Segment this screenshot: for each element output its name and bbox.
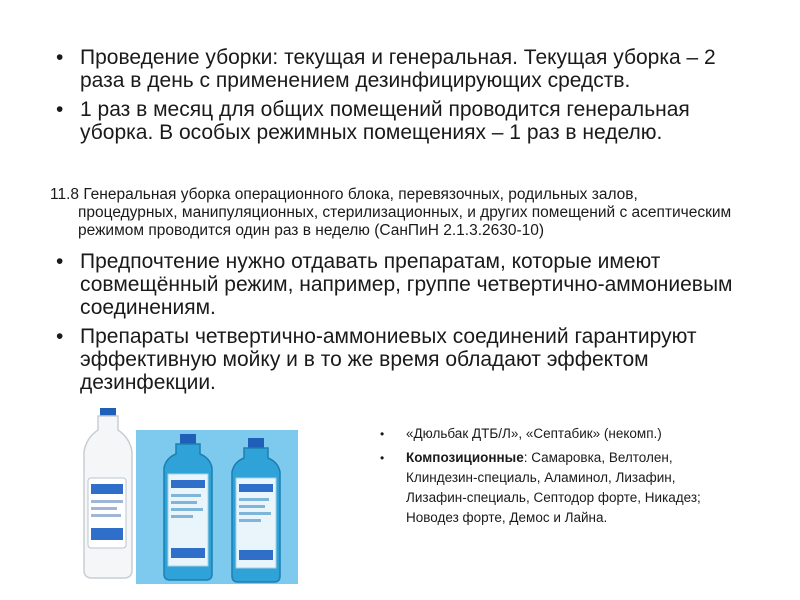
bullet-item xyxy=(52,46,764,92)
product-list xyxy=(376,424,736,528)
regulation-note xyxy=(50,186,770,240)
bullet-item xyxy=(52,250,764,319)
bullet-text: Проведение уборки: текущая и генеральная. Текущая уборка – 2 раза в день с применением дезинфицирующих средств. xyxy=(80,46,716,92)
bullet-list-bottom xyxy=(52,250,764,394)
bullet-marker: • xyxy=(56,250,64,273)
bullet-marker: • xyxy=(56,98,64,121)
product-item xyxy=(376,424,736,444)
bullet-item xyxy=(52,325,764,394)
middle-bottle xyxy=(164,434,212,580)
disinfectant-bottles-image xyxy=(78,408,298,584)
regulation-note-rest: процедурных, манипуляционных, стерилизационных, и других помещений с асептическим режимом проводится один раз в неделю (СанПиН 2.1.3.2630-10) xyxy=(78,204,732,239)
bullet-marker: • xyxy=(380,451,385,465)
bullet-marker: • xyxy=(56,46,64,69)
bullet-item xyxy=(52,98,764,144)
bullet-list-top xyxy=(52,46,764,144)
bullet-text: Препараты четвертично-аммониевых соединений гарантируют эффективную мойку и в то же время обладают эффектом дезинфекции. xyxy=(80,325,697,394)
bullet-text: 1 раз в месяц для общих помещений проводится генеральная уборка. В особых режимных помещениях – 1 раз в неделю. xyxy=(80,98,690,144)
product-item xyxy=(376,448,736,528)
product-category-text: : Самаровка, Велтолен, Клиндезин-специаль, Аламинол, Лизафин, Лизафин-специаль, Септодор форте, Никадез; Новодез форте, Демос и Лайна. xyxy=(406,450,701,525)
regulation-note-line1: 11.8 Генеральная уборка операционного блока, перевязочных, родильных залов, xyxy=(50,186,638,203)
bullet-marker: • xyxy=(380,427,385,441)
bullet-marker: • xyxy=(56,325,64,348)
product-category-label: Композиционные xyxy=(406,450,524,465)
product-text: «Дюльбак ДТБ/Л», «Септабик» (некомп.) xyxy=(406,426,662,441)
bullet-text: Предпочтение нужно отдавать препаратам, которые имеют совмещённый режим, например, группе четвертично-аммониевым соединениям. xyxy=(80,250,733,319)
white-bottle xyxy=(84,408,132,578)
